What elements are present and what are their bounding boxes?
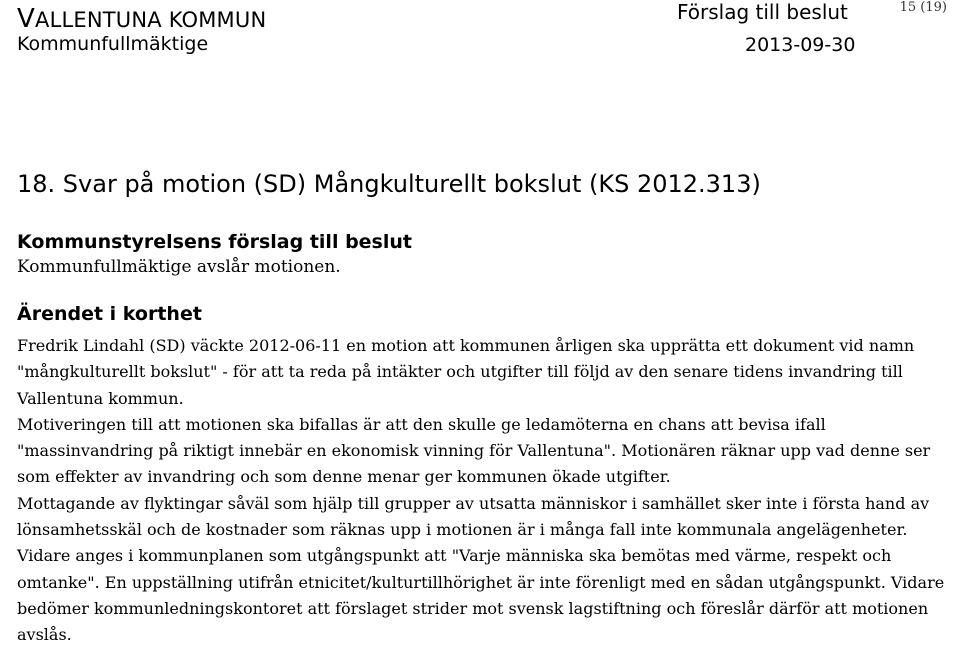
page-header — [17, 0, 947, 60]
summary-paragraph: Fredrik Lindahl (SD) väckte 2012-06-11 en motion att kommunen årligen ska upprätta ett dokument vid namn "mångkulturellt bokslut" - för att ta reda på intäkter och utgifter till följd av den senare tidens invandring till Vallentuna kommun. — [17, 336, 915, 408]
document-status: Förslag till beslut — [677, 0, 848, 24]
summary-body — [17, 333, 952, 649]
page-number: 15 (19) — [899, 0, 947, 15]
organization-name — [17, 4, 266, 34]
proposal-heading: Kommunstyrelsens förslag till beslut — [17, 231, 412, 253]
agenda-item-title: 18. Svar på motion (SD) Mångkulturellt bokslut (KS 2012.313) — [17, 170, 761, 198]
document-date: 2013-09-30 — [745, 34, 856, 56]
proposal-text: Kommunfullmäktige avslår motionen. — [17, 257, 341, 277]
summary-paragraph: Motiveringen till att motionen ska bifallas är att den skulle ge ledamöterna en chans att bevisa ifall "massinvandring på riktigt innebär en ekonomisk vinning för Vallentuna". Motionären räknar upp vad denne ser som effekter av invandring och som denne menar ger kommunen ökade utgifter. — [17, 414, 931, 487]
organization-name-rest: ALLENTUNA KOMMUN — [35, 8, 267, 32]
summary-paragraph: Mottagande av flyktingar såväl som hjälp till grupper av utsatta människor i samhället sker inte i första hand av lönsamhetsskäl och de kostnader som räknas upp i motionen är i många fall inte kommunala angelägenheter. Vidare anges i kommunplanen som utgångspunkt att "Varje människa ska bemötas med värme, respekt och omtanke". En uppställning utifrån etnicitet/kulturtillhörighet är inte förenligt med en sådan utgångspunkt. Vidare bedömer kommunledningskontoret att förslaget strider mot svensk lagstiftning och föreslår därför att motionen avslås. — [17, 493, 945, 645]
council-name: Kommunfullmäktige — [17, 33, 209, 55]
summary-heading: Ärendet i korthet — [17, 303, 202, 325]
organization-initial: V — [17, 4, 35, 34]
